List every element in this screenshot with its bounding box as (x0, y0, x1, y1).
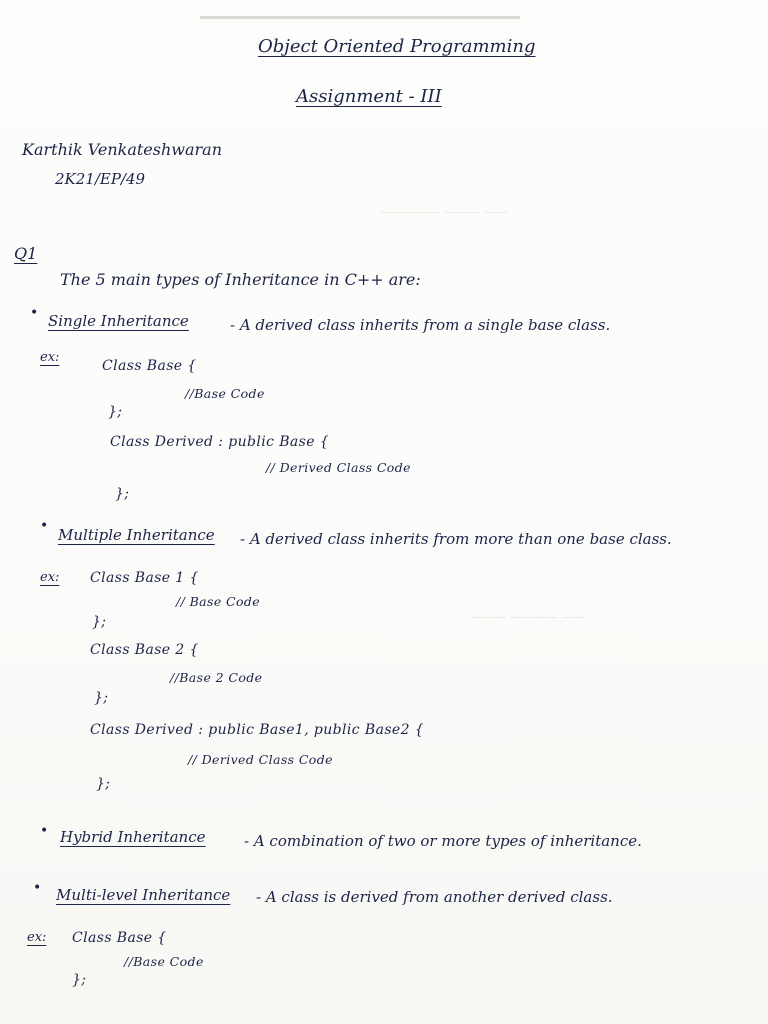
bleed-through-mark: ————— ——— —— (380, 205, 508, 219)
bleed-through-mark: ——— ———— —— (470, 610, 586, 624)
code-line: Class Derived : public Base1, public Base2 { (90, 722, 425, 738)
code-line: }; (115, 486, 130, 502)
student-name: Karthik Venkateshwaran (22, 140, 223, 159)
term-hybrid-inheritance: Hybrid Inheritance (60, 828, 206, 846)
code-line: }; (96, 776, 111, 792)
code-line: }; (108, 404, 123, 420)
question-intro: The 5 main types of Inheritance in C++ are: (60, 270, 421, 289)
bullet-multilevel: • (33, 880, 42, 896)
bullet-single: • (30, 305, 39, 321)
desc-single-inheritance: - A derived class inherits from a single base class. (230, 316, 611, 334)
desc-multiple-inheritance: - A derived class inherits from more than one base class. (240, 530, 672, 548)
code-comment: //Base 2 Code (170, 670, 263, 685)
code-line: Class Base { (102, 358, 197, 374)
student-roll: 2K21/EP/49 (55, 170, 146, 188)
code-line: Class Base 1 { (90, 570, 199, 586)
term-multiple-inheritance: Multiple Inheritance (58, 526, 215, 544)
example-label: ex: (27, 930, 47, 945)
code-line: Class Derived : public Base { (110, 434, 330, 450)
code-comment: //Base Code (124, 954, 204, 969)
page-top-edge (200, 16, 520, 19)
example-label: ex: (40, 350, 60, 365)
desc-hybrid-inheritance: - A combination of two or more types of inheritance. (244, 832, 642, 850)
code-line: Class Base { (72, 930, 167, 946)
page-title: Object Oriented Programming (258, 36, 536, 57)
desc-multilevel-inheritance: - A class is derived from another derived class. (256, 888, 613, 906)
bullet-multiple: • (40, 518, 49, 534)
term-single-inheritance: Single Inheritance (48, 312, 189, 330)
code-line: }; (94, 690, 109, 706)
example-label: ex: (40, 570, 60, 585)
bullet-hybrid: • (40, 823, 49, 839)
code-comment: //Base Code (185, 386, 265, 401)
question-number: Q1 (14, 244, 38, 263)
term-multilevel-inheritance: Multi-level Inheritance (56, 886, 231, 904)
code-line: }; (92, 614, 107, 630)
code-comment: // Derived Class Code (266, 460, 411, 475)
code-line: }; (72, 972, 87, 988)
code-line: Class Base 2 { (90, 642, 199, 658)
code-comment: // Derived Class Code (188, 752, 333, 767)
page-subtitle: Assignment - III (296, 86, 442, 107)
code-comment: // Base Code (176, 594, 261, 609)
